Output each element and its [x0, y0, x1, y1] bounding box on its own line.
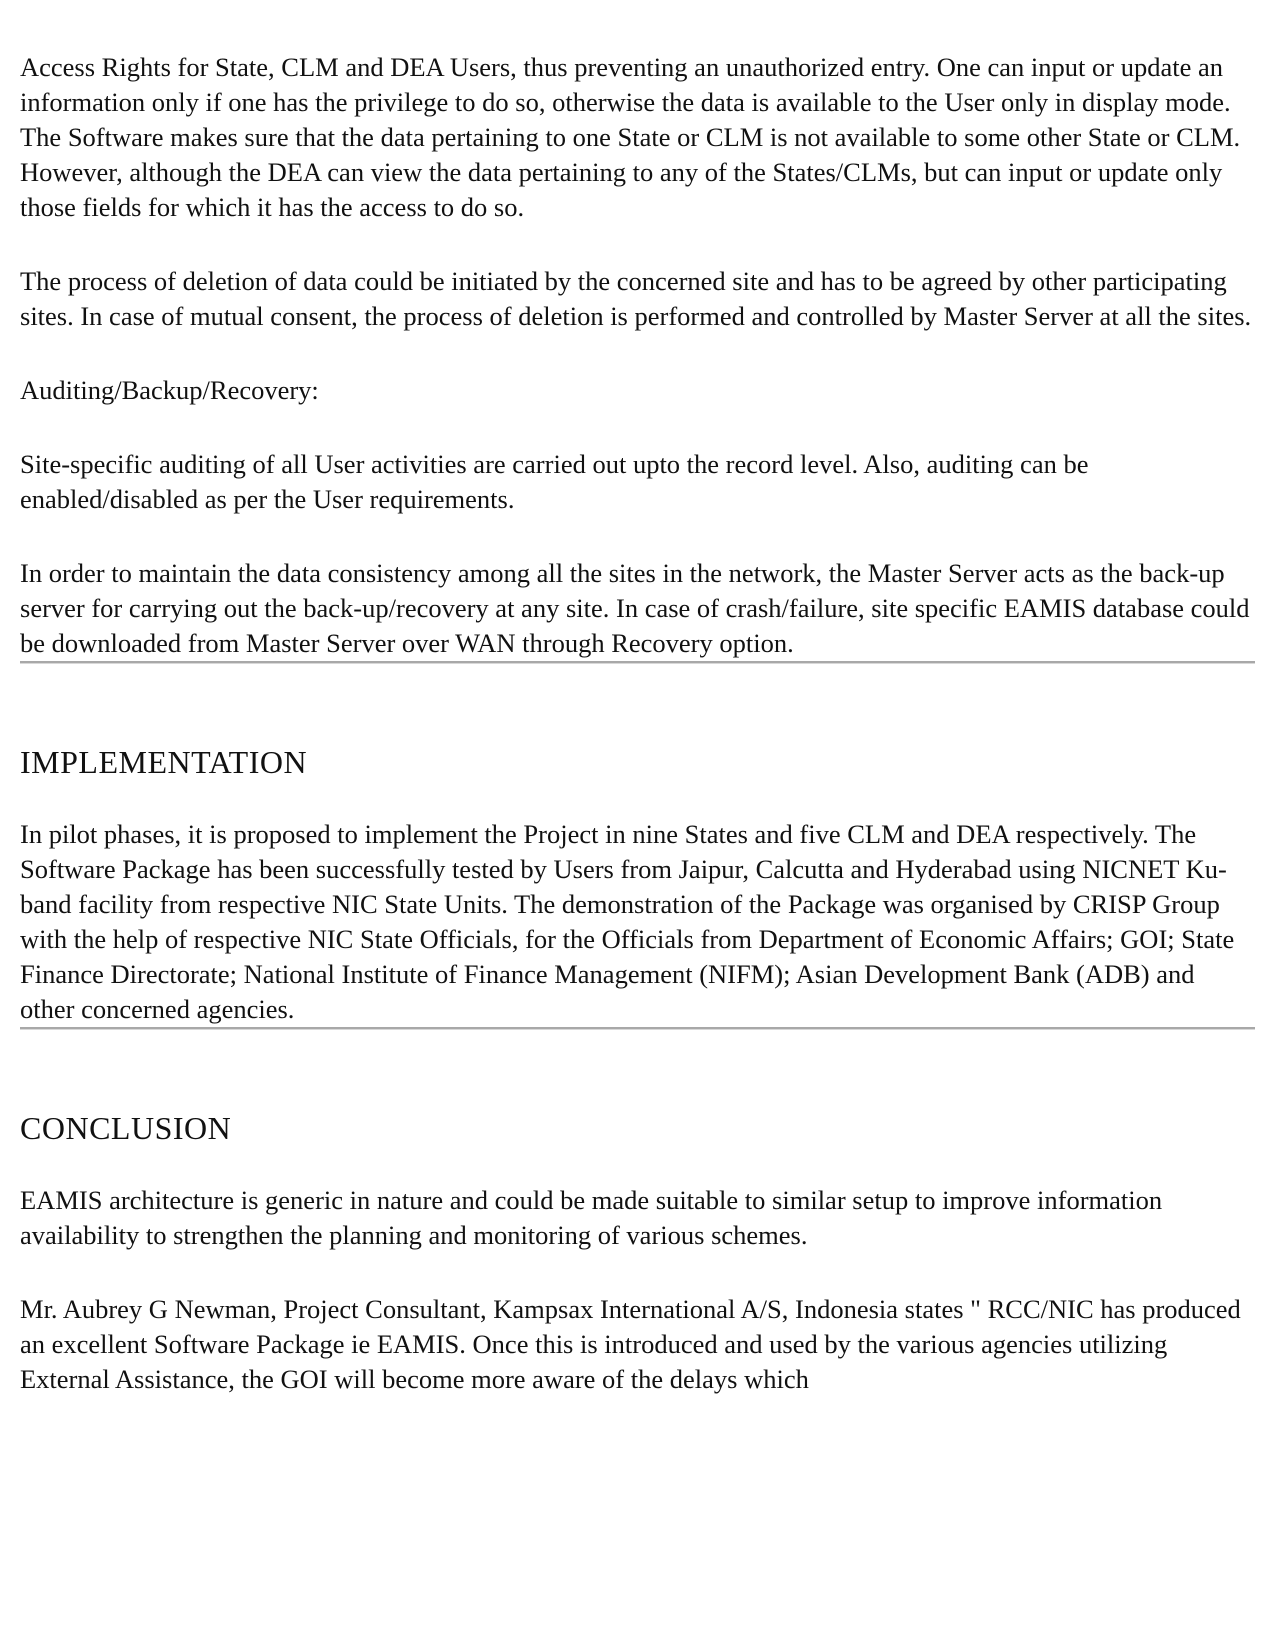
section-divider [20, 1027, 1255, 1030]
auditing-subheading: Auditing/Backup/Recovery: [20, 375, 319, 405]
quote-paragraph: Mr. Aubrey G Newman, Project Consultant, Kampsax International A/S, Indonesia states " RCC/NIC has produced an excellent Software Package ie EAMIS. Once this is introduced and used by the various agencies utilizing External Assistance, the GOI will become more aware of the delays which [20, 1294, 1241, 1394]
implementation-heading: IMPLEMENTATION [20, 744, 308, 780]
backup-paragraph: In order to maintain the data consistency among all the sites in the network, the Master Server acts as the back-up server for carrying out the back-up/recovery at any site. In case of crash/failure, site specific EAMIS database could be downloaded from Master Server over WAN through Recovery option. [20, 558, 1250, 658]
access-rights-paragraph: Access Rights for State, CLM and DEA Users, thus preventing an unauthorized entry. One can input or update an information only if one has the privilege to do so, otherwise the data is available to the User only in display mode. The Software makes sure that the data pertaining to one State or CLM is not available to some other State or CLM. However, although the DEA can view the data pertaining to any of the States/CLMs, but can input or update only those fields for which it has the access to do so. [20, 52, 1241, 222]
section-divider [20, 661, 1255, 664]
deletion-paragraph: The process of deletion of data could be initiated by the concerned site and has to be agreed by other participating sites. In case of mutual consent, the process of deletion is performed and controlled by Master Server at all the sites. [20, 266, 1252, 331]
conclusion-paragraph: EAMIS architecture is generic in nature and could be made suitable to similar setup to improve information availability to strengthen the planning and monitoring of various schemes. [20, 1185, 1163, 1250]
conclusion-heading: CONCLUSION [20, 1110, 232, 1146]
document-page [20, 50, 1255, 1397]
implementation-paragraph: In pilot phases, it is proposed to implement the Project in nine States and five CLM and DEA respectively. The Software Package has been successfully tested by Users from Jaipur, Calcutta and Hyderabad using NICNET Ku-band facility from respective NIC State Units. The demonstration of the Package was organised by CRISP Group with the help of respective NIC State Officials, for the Officials from Department of Economic Affairs; GOI; State Finance Directorate; National Institute of Finance Management (NIFM); Asian Development Bank (ADB) and other concerned agencies. [20, 819, 1235, 1024]
auditing-paragraph: Site-specific auditing of all User activities are carried out upto the record level. Also, auditing can be enabled/disabled as per the User requirements. [20, 449, 1089, 514]
